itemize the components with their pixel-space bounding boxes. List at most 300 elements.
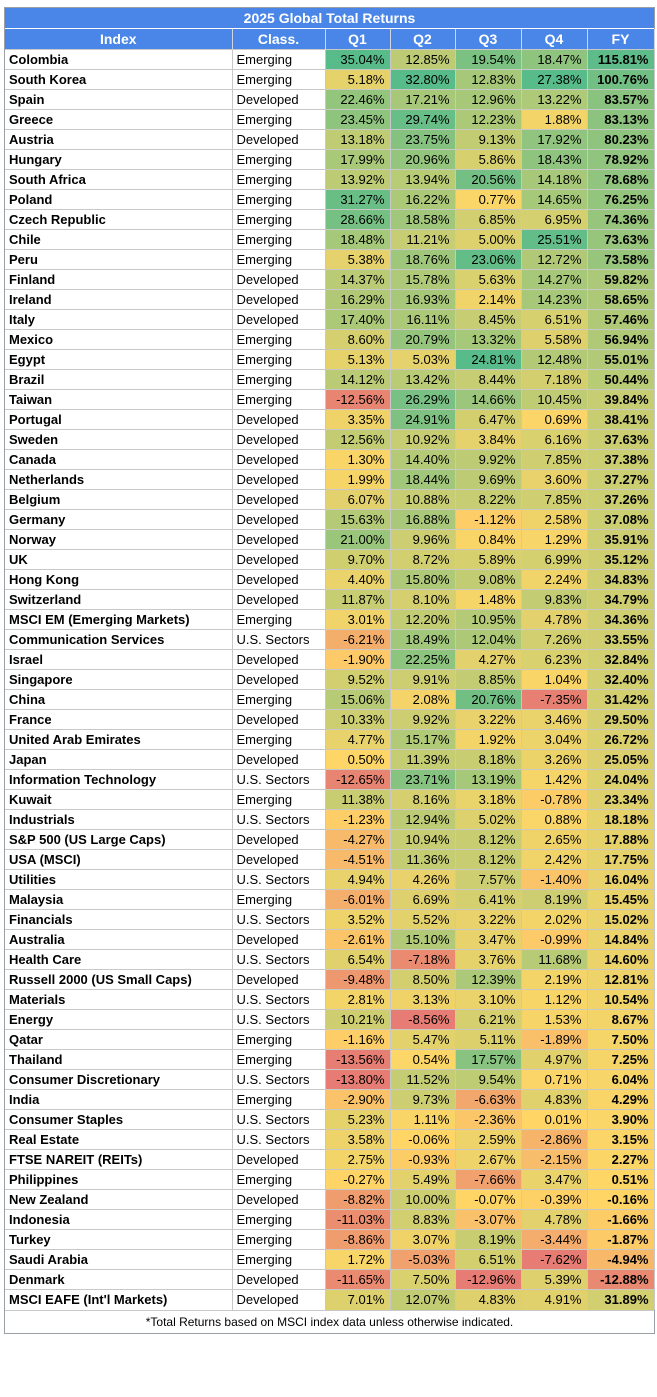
fy-return-cell: 12.81% bbox=[587, 970, 654, 990]
q1-return-cell: 4.94% bbox=[325, 870, 390, 890]
q2-return-cell: 6.69% bbox=[390, 890, 455, 910]
table-row bbox=[5, 510, 654, 530]
q3-return-cell: 13.19% bbox=[455, 770, 521, 790]
q1-return-cell: 7.01% bbox=[325, 1290, 390, 1310]
q4-return-cell: 6.99% bbox=[521, 550, 587, 570]
index-name-cell: Energy bbox=[5, 1010, 232, 1030]
table-row bbox=[5, 1110, 654, 1130]
q4-return-cell: 8.19% bbox=[521, 890, 587, 910]
index-name-cell: Japan bbox=[5, 750, 232, 770]
index-name-cell: FTSE NAREIT (REITs) bbox=[5, 1150, 232, 1170]
q1-return-cell: 35.04% bbox=[325, 50, 390, 70]
index-name-cell: Communication Services bbox=[5, 630, 232, 650]
table-row bbox=[5, 250, 654, 270]
classification-cell: Developed bbox=[232, 590, 325, 610]
q4-return-cell: 3.60% bbox=[521, 470, 587, 490]
table-row bbox=[5, 1250, 654, 1270]
q1-return-cell: 1.99% bbox=[325, 470, 390, 490]
q3-return-cell: 12.39% bbox=[455, 970, 521, 990]
q2-return-cell: 5.47% bbox=[390, 1030, 455, 1050]
q3-return-cell: -0.07% bbox=[455, 1190, 521, 1210]
q3-return-cell: 3.18% bbox=[455, 790, 521, 810]
index-name-cell: Egypt bbox=[5, 350, 232, 370]
table-row bbox=[5, 1070, 654, 1090]
q4-return-cell: 6.16% bbox=[521, 430, 587, 450]
q1-return-cell: 0.50% bbox=[325, 750, 390, 770]
q2-return-cell: 5.52% bbox=[390, 910, 455, 930]
q1-return-cell: -8.86% bbox=[325, 1230, 390, 1250]
table-row bbox=[5, 810, 654, 830]
q4-return-cell: 17.92% bbox=[521, 130, 587, 150]
fy-return-cell: 34.79% bbox=[587, 590, 654, 610]
q1-return-cell: 15.63% bbox=[325, 510, 390, 530]
table-body bbox=[5, 50, 654, 1310]
table-row bbox=[5, 590, 654, 610]
returns-table-panel bbox=[4, 7, 655, 1334]
q4-return-cell: 14.27% bbox=[521, 270, 587, 290]
index-name-cell: Real Estate bbox=[5, 1130, 232, 1150]
q4-return-cell: 4.97% bbox=[521, 1050, 587, 1070]
index-name-cell: Taiwan bbox=[5, 390, 232, 410]
index-name-cell: Australia bbox=[5, 930, 232, 950]
table-row bbox=[5, 1090, 654, 1110]
index-name-cell: Chile bbox=[5, 230, 232, 250]
q4-return-cell: 5.39% bbox=[521, 1270, 587, 1290]
q3-return-cell: 9.92% bbox=[455, 450, 521, 470]
classification-cell: Developed bbox=[232, 550, 325, 570]
classification-cell: U.S. Sectors bbox=[232, 1070, 325, 1090]
q4-return-cell: 0.71% bbox=[521, 1070, 587, 1090]
table-row bbox=[5, 650, 654, 670]
fy-return-cell: 83.13% bbox=[587, 110, 654, 130]
q3-return-cell: 19.54% bbox=[455, 50, 521, 70]
q1-return-cell: 4.77% bbox=[325, 730, 390, 750]
q4-return-cell: 6.23% bbox=[521, 650, 587, 670]
table-row bbox=[5, 350, 654, 370]
index-name-cell: Russell 2000 (US Small Caps) bbox=[5, 970, 232, 990]
table-row bbox=[5, 890, 654, 910]
q2-return-cell: 1.11% bbox=[390, 1110, 455, 1130]
q1-return-cell: 17.99% bbox=[325, 150, 390, 170]
q4-return-cell: 4.91% bbox=[521, 1290, 587, 1310]
fy-return-cell: -4.94% bbox=[587, 1250, 654, 1270]
fy-return-cell: 37.26% bbox=[587, 490, 654, 510]
q2-return-cell: -7.18% bbox=[390, 950, 455, 970]
q3-return-cell: 2.67% bbox=[455, 1150, 521, 1170]
q1-return-cell: 22.46% bbox=[325, 90, 390, 110]
fy-return-cell: 57.46% bbox=[587, 310, 654, 330]
q1-return-cell: 5.38% bbox=[325, 250, 390, 270]
q3-return-cell: -12.96% bbox=[455, 1270, 521, 1290]
fy-return-cell: 17.75% bbox=[587, 850, 654, 870]
index-name-cell: Italy bbox=[5, 310, 232, 330]
q4-return-cell: 6.51% bbox=[521, 310, 587, 330]
fy-return-cell: 16.04% bbox=[587, 870, 654, 890]
q2-return-cell: 13.42% bbox=[390, 370, 455, 390]
fy-return-cell: 37.08% bbox=[587, 510, 654, 530]
index-name-cell: Poland bbox=[5, 190, 232, 210]
q3-return-cell: 2.59% bbox=[455, 1130, 521, 1150]
classification-cell: Emerging bbox=[232, 1090, 325, 1110]
classification-cell: Emerging bbox=[232, 370, 325, 390]
q4-return-cell: 11.68% bbox=[521, 950, 587, 970]
fy-return-cell: 17.88% bbox=[587, 830, 654, 850]
q2-return-cell: 26.29% bbox=[390, 390, 455, 410]
q3-return-cell: 6.21% bbox=[455, 1010, 521, 1030]
index-name-cell: Consumer Discretionary bbox=[5, 1070, 232, 1090]
index-name-cell: USA (MSCI) bbox=[5, 850, 232, 870]
fy-return-cell: 37.38% bbox=[587, 450, 654, 470]
q1-return-cell: -1.90% bbox=[325, 650, 390, 670]
index-name-cell: Portugal bbox=[5, 410, 232, 430]
q2-return-cell: 10.88% bbox=[390, 490, 455, 510]
fy-return-cell: 3.90% bbox=[587, 1110, 654, 1130]
index-name-cell: Germany bbox=[5, 510, 232, 530]
q3-return-cell: 10.95% bbox=[455, 610, 521, 630]
q1-return-cell: 9.52% bbox=[325, 670, 390, 690]
q1-return-cell: 15.06% bbox=[325, 690, 390, 710]
classification-cell: Developed bbox=[232, 510, 325, 530]
index-name-cell: Hong Kong bbox=[5, 570, 232, 590]
fy-return-cell: 73.58% bbox=[587, 250, 654, 270]
q4-return-cell: 0.01% bbox=[521, 1110, 587, 1130]
q3-return-cell: 8.85% bbox=[455, 670, 521, 690]
table-row bbox=[5, 910, 654, 930]
q1-return-cell: 4.40% bbox=[325, 570, 390, 590]
q2-return-cell: 15.10% bbox=[390, 930, 455, 950]
table-row bbox=[5, 170, 654, 190]
q4-return-cell: 2.58% bbox=[521, 510, 587, 530]
q1-return-cell: 8.60% bbox=[325, 330, 390, 350]
q1-return-cell: 1.30% bbox=[325, 450, 390, 470]
table-row bbox=[5, 390, 654, 410]
q2-return-cell: 16.11% bbox=[390, 310, 455, 330]
q3-return-cell: 3.10% bbox=[455, 990, 521, 1010]
q1-return-cell: 14.37% bbox=[325, 270, 390, 290]
q1-return-cell: -9.48% bbox=[325, 970, 390, 990]
q3-return-cell: -7.66% bbox=[455, 1170, 521, 1190]
q2-return-cell: 22.25% bbox=[390, 650, 455, 670]
classification-cell: U.S. Sectors bbox=[232, 810, 325, 830]
classification-cell: Emerging bbox=[232, 1050, 325, 1070]
q1-return-cell: 2.75% bbox=[325, 1150, 390, 1170]
fy-return-cell: -0.16% bbox=[587, 1190, 654, 1210]
q4-return-cell: -1.89% bbox=[521, 1030, 587, 1050]
col-header-q3: Q3 bbox=[455, 29, 521, 50]
q2-return-cell: 9.92% bbox=[390, 710, 455, 730]
table-row bbox=[5, 550, 654, 570]
q1-return-cell: 13.92% bbox=[325, 170, 390, 190]
q2-return-cell: 23.71% bbox=[390, 770, 455, 790]
q2-return-cell: 7.50% bbox=[390, 1270, 455, 1290]
q4-return-cell: 7.18% bbox=[521, 370, 587, 390]
index-name-cell: Czech Republic bbox=[5, 210, 232, 230]
q4-return-cell: 1.53% bbox=[521, 1010, 587, 1030]
index-name-cell: Qatar bbox=[5, 1030, 232, 1050]
classification-cell: Emerging bbox=[232, 1250, 325, 1270]
fy-return-cell: 34.36% bbox=[587, 610, 654, 630]
q1-return-cell: -4.51% bbox=[325, 850, 390, 870]
q3-return-cell: 13.32% bbox=[455, 330, 521, 350]
q1-return-cell: 5.23% bbox=[325, 1110, 390, 1130]
index-name-cell: Sweden bbox=[5, 430, 232, 450]
q2-return-cell: 11.52% bbox=[390, 1070, 455, 1090]
classification-cell: Developed bbox=[232, 270, 325, 290]
classification-cell: Developed bbox=[232, 850, 325, 870]
q1-return-cell: -6.21% bbox=[325, 630, 390, 650]
q2-return-cell: 12.20% bbox=[390, 610, 455, 630]
q2-return-cell: -5.03% bbox=[390, 1250, 455, 1270]
q3-return-cell: 3.76% bbox=[455, 950, 521, 970]
classification-cell: Developed bbox=[232, 650, 325, 670]
q3-return-cell: 2.14% bbox=[455, 290, 521, 310]
table-row bbox=[5, 570, 654, 590]
q3-return-cell: 23.06% bbox=[455, 250, 521, 270]
q4-return-cell: 3.47% bbox=[521, 1170, 587, 1190]
q2-return-cell: 8.72% bbox=[390, 550, 455, 570]
col-header-fy: FY bbox=[587, 29, 654, 50]
q3-return-cell: 1.48% bbox=[455, 590, 521, 610]
table-row bbox=[5, 1270, 654, 1290]
q2-return-cell: 16.22% bbox=[390, 190, 455, 210]
q1-return-cell: -1.16% bbox=[325, 1030, 390, 1050]
q2-return-cell: 15.78% bbox=[390, 270, 455, 290]
classification-cell: Developed bbox=[232, 830, 325, 850]
q4-return-cell: 14.65% bbox=[521, 190, 587, 210]
q4-return-cell: 27.38% bbox=[521, 70, 587, 90]
table-row bbox=[5, 1050, 654, 1070]
q4-return-cell: 6.95% bbox=[521, 210, 587, 230]
q3-return-cell: 9.54% bbox=[455, 1070, 521, 1090]
q4-return-cell: 25.51% bbox=[521, 230, 587, 250]
classification-cell: U.S. Sectors bbox=[232, 630, 325, 650]
q1-return-cell: -12.65% bbox=[325, 770, 390, 790]
classification-cell: U.S. Sectors bbox=[232, 1010, 325, 1030]
index-name-cell: Greece bbox=[5, 110, 232, 130]
q3-return-cell: 12.04% bbox=[455, 630, 521, 650]
fy-return-cell: 6.04% bbox=[587, 1070, 654, 1090]
q4-return-cell: -0.78% bbox=[521, 790, 587, 810]
index-name-cell: Saudi Arabia bbox=[5, 1250, 232, 1270]
q4-return-cell: 12.48% bbox=[521, 350, 587, 370]
classification-cell: Developed bbox=[232, 710, 325, 730]
table-row bbox=[5, 1030, 654, 1050]
q3-return-cell: 5.02% bbox=[455, 810, 521, 830]
fy-return-cell: 32.84% bbox=[587, 650, 654, 670]
fy-return-cell: 31.42% bbox=[587, 690, 654, 710]
q3-return-cell: 5.86% bbox=[455, 150, 521, 170]
table-row bbox=[5, 770, 654, 790]
q2-return-cell: 13.94% bbox=[390, 170, 455, 190]
table-row bbox=[5, 870, 654, 890]
q2-return-cell: 0.54% bbox=[390, 1050, 455, 1070]
q1-return-cell: -0.27% bbox=[325, 1170, 390, 1190]
index-name-cell: New Zealand bbox=[5, 1190, 232, 1210]
index-name-cell: Canada bbox=[5, 450, 232, 470]
table-row bbox=[5, 210, 654, 230]
table-row bbox=[5, 850, 654, 870]
q2-return-cell: 8.50% bbox=[390, 970, 455, 990]
q2-return-cell: 11.36% bbox=[390, 850, 455, 870]
index-name-cell: Brazil bbox=[5, 370, 232, 390]
q1-return-cell: -6.01% bbox=[325, 890, 390, 910]
table-row bbox=[5, 690, 654, 710]
table-row bbox=[5, 370, 654, 390]
table-row bbox=[5, 610, 654, 630]
col-header-index: Index bbox=[5, 29, 232, 50]
q1-return-cell: 14.12% bbox=[325, 370, 390, 390]
q2-return-cell: 4.26% bbox=[390, 870, 455, 890]
fy-return-cell: 32.40% bbox=[587, 670, 654, 690]
q1-return-cell: -4.27% bbox=[325, 830, 390, 850]
q1-return-cell: -11.65% bbox=[325, 1270, 390, 1290]
table-row bbox=[5, 670, 654, 690]
classification-cell: Emerging bbox=[232, 50, 325, 70]
q3-return-cell: 14.66% bbox=[455, 390, 521, 410]
q4-return-cell: 2.65% bbox=[521, 830, 587, 850]
index-name-cell: Malaysia bbox=[5, 890, 232, 910]
index-name-cell: Norway bbox=[5, 530, 232, 550]
index-name-cell: Colombia bbox=[5, 50, 232, 70]
fy-return-cell: 26.72% bbox=[587, 730, 654, 750]
table-row bbox=[5, 1130, 654, 1150]
q3-return-cell: 12.23% bbox=[455, 110, 521, 130]
table-row bbox=[5, 1290, 654, 1310]
q3-return-cell: 6.47% bbox=[455, 410, 521, 430]
classification-cell: Emerging bbox=[232, 110, 325, 130]
classification-cell: Developed bbox=[232, 1190, 325, 1210]
index-name-cell: Utilities bbox=[5, 870, 232, 890]
q3-return-cell: 20.56% bbox=[455, 170, 521, 190]
classification-cell: Emerging bbox=[232, 170, 325, 190]
classification-cell: Developed bbox=[232, 90, 325, 110]
classification-cell: U.S. Sectors bbox=[232, 770, 325, 790]
q4-return-cell: -0.99% bbox=[521, 930, 587, 950]
q2-return-cell: 8.83% bbox=[390, 1210, 455, 1230]
table-row bbox=[5, 1010, 654, 1030]
q3-return-cell: 9.08% bbox=[455, 570, 521, 590]
classification-cell: Emerging bbox=[232, 1210, 325, 1230]
index-name-cell: Thailand bbox=[5, 1050, 232, 1070]
classification-cell: Developed bbox=[232, 490, 325, 510]
table-row bbox=[5, 270, 654, 290]
q4-return-cell: -2.15% bbox=[521, 1150, 587, 1170]
q4-return-cell: 1.29% bbox=[521, 530, 587, 550]
q3-return-cell: 3.47% bbox=[455, 930, 521, 950]
table-row bbox=[5, 330, 654, 350]
fy-return-cell: 38.41% bbox=[587, 410, 654, 430]
classification-cell: Emerging bbox=[232, 730, 325, 750]
q1-return-cell: -13.80% bbox=[325, 1070, 390, 1090]
classification-cell: Emerging bbox=[232, 890, 325, 910]
q2-return-cell: 10.94% bbox=[390, 830, 455, 850]
index-name-cell: Financials bbox=[5, 910, 232, 930]
index-name-cell: Netherlands bbox=[5, 470, 232, 490]
q2-return-cell: 18.44% bbox=[390, 470, 455, 490]
fy-return-cell: 10.54% bbox=[587, 990, 654, 1010]
index-name-cell: Belgium bbox=[5, 490, 232, 510]
q4-return-cell: 7.26% bbox=[521, 630, 587, 650]
classification-cell: Developed bbox=[232, 670, 325, 690]
index-name-cell: Information Technology bbox=[5, 770, 232, 790]
q1-return-cell: 18.48% bbox=[325, 230, 390, 250]
q4-return-cell: 10.45% bbox=[521, 390, 587, 410]
fy-return-cell: 39.84% bbox=[587, 390, 654, 410]
q4-return-cell: 12.72% bbox=[521, 250, 587, 270]
table-row bbox=[5, 830, 654, 850]
q3-return-cell: 1.92% bbox=[455, 730, 521, 750]
q4-return-cell: 4.78% bbox=[521, 610, 587, 630]
classification-cell: U.S. Sectors bbox=[232, 1110, 325, 1130]
q2-return-cell: -8.56% bbox=[390, 1010, 455, 1030]
col-header-q1: Q1 bbox=[325, 29, 390, 50]
table-row bbox=[5, 950, 654, 970]
index-name-cell: India bbox=[5, 1090, 232, 1110]
fy-return-cell: 14.60% bbox=[587, 950, 654, 970]
index-name-cell: S&P 500 (US Large Caps) bbox=[5, 830, 232, 850]
q2-return-cell: 8.16% bbox=[390, 790, 455, 810]
fy-return-cell: 15.02% bbox=[587, 910, 654, 930]
fy-return-cell: 31.89% bbox=[587, 1290, 654, 1310]
fy-return-cell: 80.23% bbox=[587, 130, 654, 150]
q4-return-cell: 1.12% bbox=[521, 990, 587, 1010]
q4-return-cell: 14.23% bbox=[521, 290, 587, 310]
fy-return-cell: 3.15% bbox=[587, 1130, 654, 1150]
q2-return-cell: -0.93% bbox=[390, 1150, 455, 1170]
classification-cell: Emerging bbox=[232, 70, 325, 90]
q1-return-cell: 12.56% bbox=[325, 430, 390, 450]
classification-cell: Developed bbox=[232, 1290, 325, 1310]
classification-cell: Emerging bbox=[232, 330, 325, 350]
table-row bbox=[5, 90, 654, 110]
classification-cell: Emerging bbox=[232, 690, 325, 710]
q1-return-cell: 5.18% bbox=[325, 70, 390, 90]
table-row bbox=[5, 1150, 654, 1170]
classification-cell: U.S. Sectors bbox=[232, 870, 325, 890]
index-name-cell: China bbox=[5, 690, 232, 710]
q1-return-cell: 31.27% bbox=[325, 190, 390, 210]
q3-return-cell: -2.36% bbox=[455, 1110, 521, 1130]
q4-return-cell: -7.35% bbox=[521, 690, 587, 710]
fy-return-cell: 25.05% bbox=[587, 750, 654, 770]
table-row bbox=[5, 790, 654, 810]
fy-return-cell: 78.68% bbox=[587, 170, 654, 190]
classification-cell: U.S. Sectors bbox=[232, 1130, 325, 1150]
table-row bbox=[5, 70, 654, 90]
fy-return-cell: 100.76% bbox=[587, 70, 654, 90]
q4-return-cell: 2.42% bbox=[521, 850, 587, 870]
classification-cell: Emerging bbox=[232, 1030, 325, 1050]
q2-return-cell: 2.08% bbox=[390, 690, 455, 710]
returns-table bbox=[5, 29, 655, 1310]
q4-return-cell: -0.39% bbox=[521, 1190, 587, 1210]
footnote: *Total Returns based on MSCI index data unless otherwise indicated. bbox=[5, 1310, 654, 1333]
classification-cell: Emerging bbox=[232, 230, 325, 250]
fy-return-cell: 7.25% bbox=[587, 1050, 654, 1070]
fy-return-cell: 37.63% bbox=[587, 430, 654, 450]
q3-return-cell: 6.85% bbox=[455, 210, 521, 230]
q2-return-cell: 32.80% bbox=[390, 70, 455, 90]
q2-return-cell: 18.58% bbox=[390, 210, 455, 230]
fy-return-cell: 34.83% bbox=[587, 570, 654, 590]
q2-return-cell: 11.39% bbox=[390, 750, 455, 770]
q1-return-cell: 3.52% bbox=[325, 910, 390, 930]
index-name-cell: Switzerland bbox=[5, 590, 232, 610]
q3-return-cell: 8.12% bbox=[455, 830, 521, 850]
q4-return-cell: 5.58% bbox=[521, 330, 587, 350]
table-row bbox=[5, 930, 654, 950]
fy-return-cell: 59.82% bbox=[587, 270, 654, 290]
